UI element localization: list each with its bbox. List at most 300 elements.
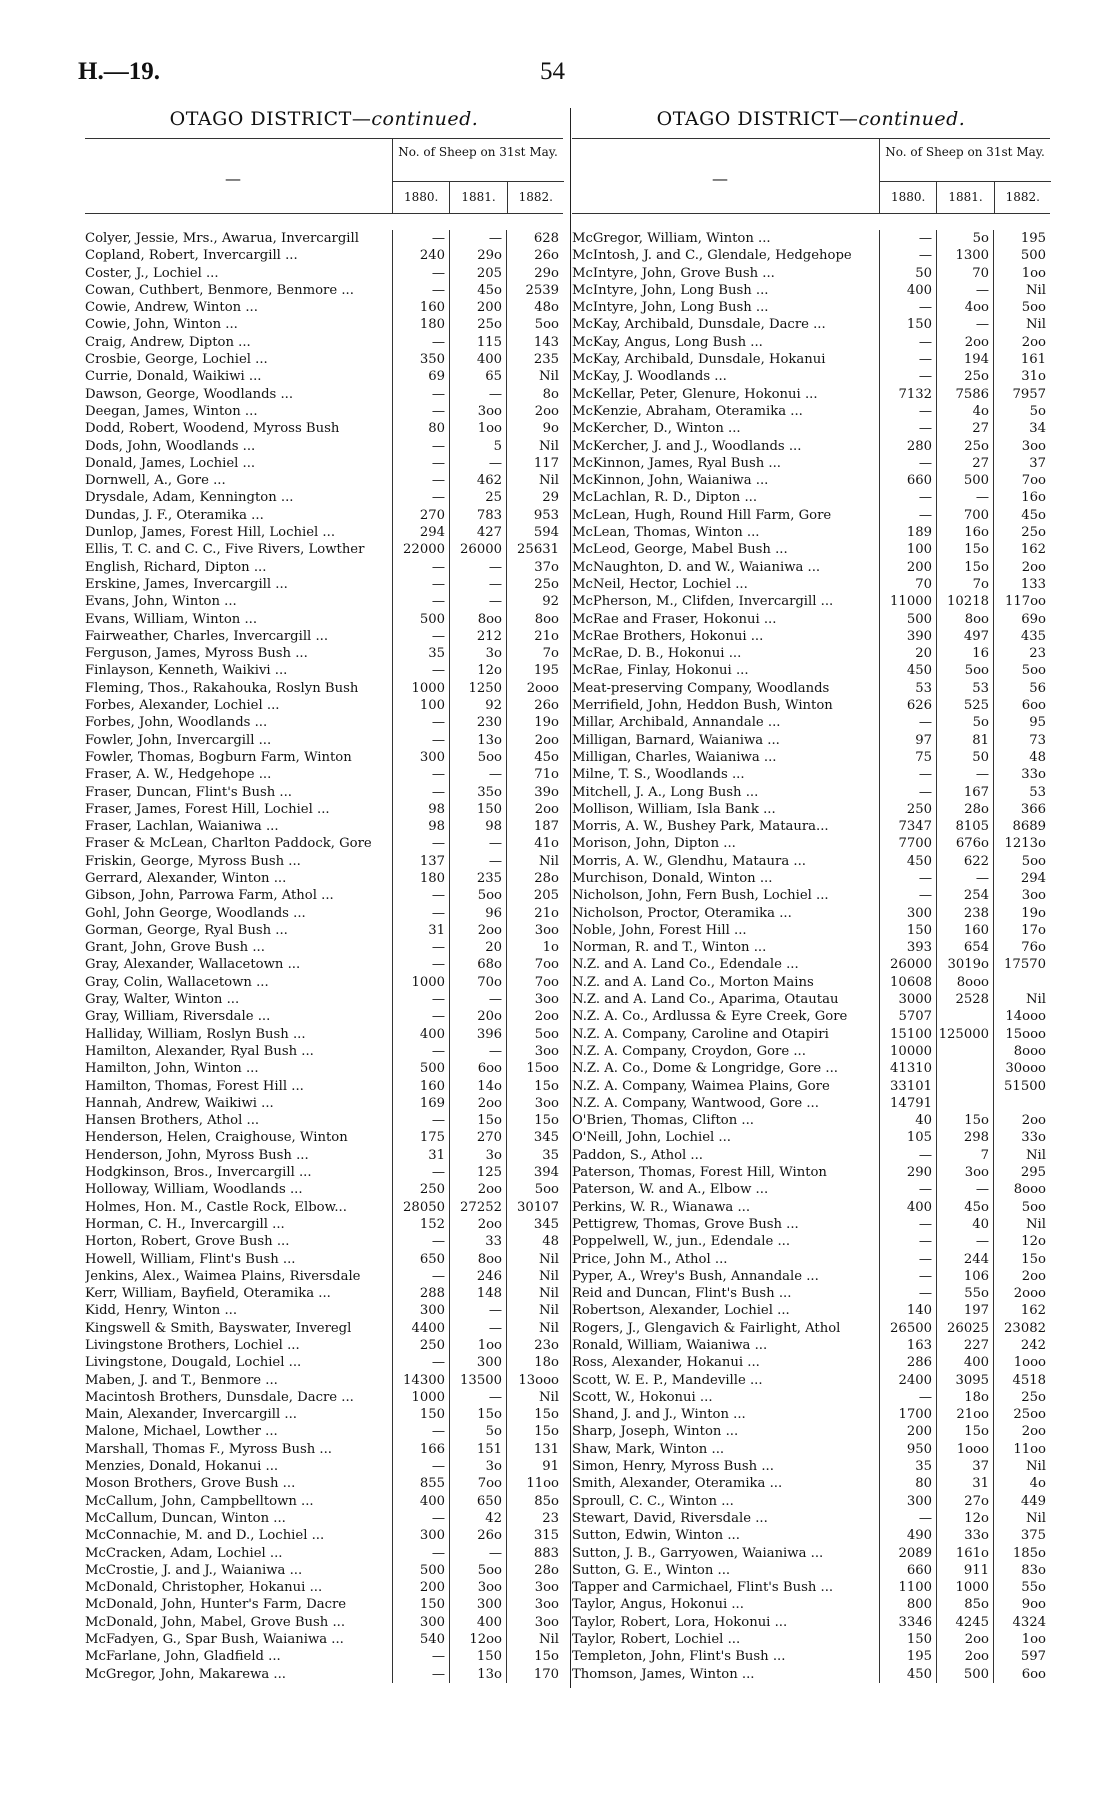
sheep-1880-cell: 450 (879, 1666, 936, 1683)
owner-name-cell: Gerrard, Alexander, Winton ... (85, 870, 287, 886)
sheep-1882-cell (993, 1095, 1050, 1112)
table-row (572, 1251, 1050, 1268)
sheep-1881-cell: — (936, 282, 993, 299)
sheep-1882-cell: 18o (506, 1354, 563, 1371)
owner-name-cell: Dunlop, James, Forest Hill, Lochiel ... (85, 525, 336, 541)
table-row (85, 1423, 563, 1440)
sheep-1882-cell: Nil (993, 316, 1050, 333)
sheep-1882-cell: 2oo (993, 559, 1050, 576)
sheep-1882-cell: 185o (993, 1545, 1050, 1562)
table-row (572, 645, 1050, 662)
sheep-1881-cell: 81 (936, 732, 993, 749)
sheep-1881-cell: 427 (449, 524, 506, 541)
sheep-1882-cell: 5oo (506, 1181, 563, 1198)
table-row (572, 1233, 1050, 1250)
table-row (572, 1666, 1050, 1683)
table-row (85, 905, 563, 922)
table-row (85, 1510, 563, 1527)
sheep-1882-cell: 9oo (993, 1596, 1050, 1613)
table-row (85, 420, 563, 437)
sheep-1882-cell: 4518 (993, 1372, 1050, 1389)
sheep-1882-cell: 25o (506, 576, 563, 593)
table-row (85, 489, 563, 506)
sheep-1881-cell: 70o (449, 974, 506, 991)
owner-name-cell: Horton, Robert, Grove Bush ... (85, 1234, 290, 1250)
owner-name-cell: Drysdale, Adam, Kennington ... (85, 490, 294, 506)
sheep-1881-cell: 18o (936, 1389, 993, 1406)
owner-name-cell: Erskine, James, Invercargill ... (85, 576, 288, 592)
sheep-1880-cell: 500 (392, 611, 449, 628)
sheep-1882-cell: 28o (506, 870, 563, 887)
sheep-1882-cell: Nil (993, 1458, 1050, 1475)
owner-name-cell: Gorman, George, Ryal Bush ... (85, 922, 288, 938)
owner-name-cell: Pyper, A., Wrey's Bush, Annandale ... (572, 1268, 819, 1284)
owner-name-cell: Holloway, William, Woodlands ... (85, 1182, 303, 1198)
owner-name-cell: Robertson, Alexander, Lochiel ... (572, 1303, 790, 1319)
owner-name-cell: Dundas, J. F., Oteramika ... (85, 507, 264, 523)
sheep-1880-cell: — (879, 714, 936, 731)
table-row (85, 1389, 563, 1406)
sheep-1882-cell: Nil (506, 1251, 563, 1268)
sheep-1880-cell: 286 (879, 1354, 936, 1371)
sheep-1882-cell: Nil (993, 991, 1050, 1008)
sheep-1882-cell: 56 (993, 680, 1050, 697)
sheep-1880-cell: — (879, 351, 936, 368)
sheep-1880-cell: — (392, 1268, 449, 1285)
sheep-1881-cell: — (936, 489, 993, 506)
sheep-1882-cell: 55o (993, 1579, 1050, 1596)
owner-name-cell: Gray, Alexander, Wallacetown ... (85, 957, 301, 973)
table-row (572, 316, 1050, 333)
owner-name-cell: Copland, Robert, Invercargill ... (85, 248, 298, 264)
sheep-1882-cell: 8689 (993, 818, 1050, 835)
sheep-1882-cell: 162 (993, 1302, 1050, 1319)
table-row (85, 1648, 563, 1665)
sheep-1882-cell: 1oo (993, 1631, 1050, 1648)
sheep-1881-cell: 13o (449, 1666, 506, 1683)
owner-name-cell: McFarlane, John, Gladfield ... (85, 1649, 281, 1665)
sheep-1880-cell: 140 (879, 1302, 936, 1319)
sheep-1881-cell: 2oo (449, 1216, 506, 1233)
owner-name-cell: Milne, T. S., Woodlands ... (572, 767, 745, 783)
table-row (85, 887, 563, 904)
sheep-1880-cell: 53 (879, 680, 936, 697)
owner-name-cell: McIntosh, J. and C., Glendale, Hedgehope (572, 248, 852, 264)
sheep-1881-cell: 3o (449, 645, 506, 662)
owner-name-cell: McNaughton, D. and W., Waianiwa ... (572, 559, 821, 575)
sheep-1882-cell: 30ooo (993, 1060, 1050, 1077)
sheep-1880-cell: 7700 (879, 835, 936, 852)
sheep-1882-cell: 205 (506, 887, 563, 904)
sheep-1881-cell: 13500 (449, 1372, 506, 1389)
table-row (572, 1441, 1050, 1458)
sheep-1881-cell: 8oo (449, 611, 506, 628)
sheep-1881-cell: 194 (936, 351, 993, 368)
sheep-1880-cell: 175 (392, 1129, 449, 1146)
table-row (85, 1285, 563, 1302)
sheep-1882-cell: Nil (506, 1389, 563, 1406)
sheep-1882-cell: 9o (506, 420, 563, 437)
sheep-1881-cell: — (449, 559, 506, 576)
sheep-1881-cell: 396 (449, 1026, 506, 1043)
table-row (85, 1129, 563, 1146)
sheep-1882-cell: 5oo (506, 316, 563, 333)
sheep-1882-cell: 242 (993, 1337, 1050, 1354)
sheep-1882-cell: 69o (993, 611, 1050, 628)
owner-name-cell: Paterson, W. and A., Elbow ... (572, 1182, 769, 1198)
owner-name-cell: Hamilton, John, Winton ... (85, 1061, 259, 1077)
table-row (85, 680, 563, 697)
document-code: H.—19. (78, 58, 160, 85)
sheep-1881-cell: 96 (449, 905, 506, 922)
sheep-1881-cell: 68o (449, 956, 506, 973)
sheep-1882-cell: 33o (993, 766, 1050, 783)
sheep-1882-cell: 48 (506, 1233, 563, 1250)
sheep-1881-cell (936, 1008, 993, 1025)
sheep-1882-cell: 95 (993, 714, 1050, 731)
owner-name-cell: O'Brien, Thomas, Clifton ... (572, 1113, 754, 1129)
sheep-1882-cell: 3oo (506, 991, 563, 1008)
owner-name-cell: Templeton, John, Flint's Bush ... (572, 1649, 786, 1665)
table-row (572, 714, 1050, 731)
sheep-1882-cell: 7o (506, 645, 563, 662)
table-row (85, 1060, 563, 1077)
sheep-1881-cell: 26000 (449, 541, 506, 558)
sheep-1880-cell: — (879, 489, 936, 506)
sheep-1880-cell: 169 (392, 1095, 449, 1112)
table-row (572, 559, 1050, 576)
sheep-1881-cell: 28o (936, 801, 993, 818)
right-column-title: OTAGO DISTRICT—continued. (656, 108, 966, 130)
sheep-1882-cell: 73 (993, 732, 1050, 749)
sheep-1881-cell: 150 (449, 801, 506, 818)
sheep-1880-cell: 14791 (879, 1095, 936, 1112)
table-row (85, 1164, 563, 1181)
table-row (572, 489, 1050, 506)
owner-name-cell: N.Z. A. Company, Wantwood, Gore ... (572, 1095, 819, 1111)
sheep-1881-cell: 4o (936, 403, 993, 420)
sheep-1882-cell: 8oo (506, 611, 563, 628)
sheep-1881-cell: 300 (449, 1354, 506, 1371)
owner-name-cell: N.Z. A. Company, Waimea Plains, Gore (572, 1078, 830, 1094)
owner-name-cell: Milligan, Barnard, Waianiwa ... (572, 732, 780, 748)
table-row (85, 974, 563, 991)
sheep-1881-cell: 33o (936, 1527, 993, 1544)
table-row (85, 403, 563, 420)
sheep-1881-cell: — (449, 766, 506, 783)
table-row (572, 472, 1050, 489)
owner-name-cell: McPherson, M., Clifden, Invercargill ... (572, 594, 834, 610)
table-row (572, 1510, 1050, 1527)
sheep-1880-cell: 3000 (879, 991, 936, 1008)
sheep-1881-cell: 622 (936, 853, 993, 870)
sheep-1880-cell: 80 (392, 420, 449, 437)
sheep-1882-cell: 345 (506, 1216, 563, 1233)
owner-name-cell: Scott, W. E. P., Mandeville ... (572, 1372, 763, 1388)
owner-name-cell: Dornwell, A., Gore ... (85, 473, 226, 489)
sheep-1881-cell: 70 (936, 265, 993, 282)
sheep-1881-cell: 246 (449, 1268, 506, 1285)
table-row (85, 697, 563, 714)
table-row (572, 680, 1050, 697)
sheep-1880-cell: — (392, 939, 449, 956)
owner-name-cell: McKay, Archibald, Dunsdale, Hokanui (572, 352, 826, 368)
sheep-1880-cell: 390 (879, 628, 936, 645)
sheep-1881-cell: 783 (449, 507, 506, 524)
table-row (572, 265, 1050, 282)
owner-name-cell: McCracken, Adam, Lochiel ... (85, 1545, 283, 1561)
table-row (85, 870, 563, 887)
sheep-1882-cell: 25o (993, 524, 1050, 541)
owner-name-cell: Henderson, Helen, Craighouse, Winton (85, 1130, 348, 1146)
owner-name-cell: Fraser, James, Forest Hill, Lochiel ... (85, 801, 330, 817)
owner-name-cell: Cowie, John, Winton ... (85, 317, 238, 333)
sheep-1881-cell: 212 (449, 628, 506, 645)
sheep-1881-cell: 1300 (936, 247, 993, 264)
sheep-1881-cell: 45o (449, 282, 506, 299)
table-row (85, 1493, 563, 1510)
sheep-1880-cell: — (879, 1510, 936, 1527)
owner-name-cell: Hannah, Andrew, Waikiwi ... (85, 1095, 274, 1111)
table-row (572, 420, 1050, 437)
sheep-1880-cell: 100 (879, 541, 936, 558)
owner-name-cell: Livingstone Brothers, Lochiel ... (85, 1338, 300, 1353)
sheep-1881-cell: 5oo (936, 662, 993, 679)
owner-name-cell: Hamilton, Thomas, Forest Hill ... (85, 1078, 304, 1094)
sheep-1880-cell: — (879, 1147, 936, 1164)
sheep-count-group-header: No. of Sheep on 31st May. (392, 139, 563, 181)
sheep-1882-cell: 53 (993, 784, 1050, 801)
owner-name-cell: McCrostie, J. and J., Waianiwa ... (85, 1562, 303, 1578)
sheep-1880-cell: 1000 (392, 680, 449, 697)
owner-name-cell: Mitchell, J. A., Long Bush ... (572, 784, 759, 800)
sheep-1880-cell: 98 (392, 818, 449, 835)
sheep-1880-cell: 800 (879, 1596, 936, 1613)
table-row (572, 697, 1050, 714)
sheep-1880-cell: — (879, 455, 936, 472)
sheep-1881-cell: 650 (449, 1493, 506, 1510)
sheep-1882-cell: 315 (506, 1527, 563, 1544)
table-row (572, 455, 1050, 472)
sheep-1880-cell: 4400 (392, 1320, 449, 1337)
table-row (572, 749, 1050, 766)
sheep-1882-cell: 7oo (506, 956, 563, 973)
sheep-1882-cell: 161 (993, 351, 1050, 368)
table-row (572, 905, 1050, 922)
sheep-1880-cell: — (392, 766, 449, 783)
table-row (572, 1354, 1050, 1371)
sheep-1882-cell: 5oo (993, 1199, 1050, 1216)
sheep-1880-cell: — (879, 507, 936, 524)
table-row (572, 1406, 1050, 1423)
owner-name-cell: McRae and Fraser, Hokonui ... (572, 611, 777, 627)
sheep-1882-cell: 17o (993, 922, 1050, 939)
sheep-1882-cell: 37o (506, 559, 563, 576)
owner-name-cell: Grant, John, Grove Bush ... (85, 940, 265, 956)
sheep-1881-cell (936, 1060, 993, 1077)
owner-name-cell: Henderson, John, Myross Bush ... (85, 1147, 309, 1163)
sheep-1881-cell: 2oo (449, 1181, 506, 1198)
sheep-1882-cell: 449 (993, 1493, 1050, 1510)
sheep-1880-cell: — (392, 905, 449, 922)
table-row (85, 524, 563, 541)
sheep-1880-cell: 5707 (879, 1008, 936, 1025)
sheep-1880-cell: — (392, 334, 449, 351)
sheep-1881-cell: 400 (449, 1614, 506, 1631)
sheep-1880-cell: 240 (392, 247, 449, 264)
sheep-1882-cell: 85o (506, 1493, 563, 1510)
sheep-1880-cell: 393 (879, 939, 936, 956)
table-row (85, 386, 563, 403)
sheep-1881-cell: — (449, 853, 506, 870)
table-row (572, 974, 1050, 991)
sheep-1881-cell: 125000 (936, 1026, 993, 1043)
sheep-1880-cell: — (392, 489, 449, 506)
table-row (85, 991, 563, 1008)
owner-name-cell: McIntyre, John, Long Bush ... (572, 300, 769, 316)
sheep-1881-cell: 115 (449, 334, 506, 351)
sheep-1882-cell: 21o (506, 628, 563, 645)
owner-name-cell: Marshall, Thomas F., Myross Bush ... (85, 1441, 332, 1457)
owner-name-cell: Donald, James, Lochiel ... (85, 455, 256, 471)
table-row (572, 403, 1050, 420)
owner-name-cell: McKay, Angus, Long Bush ... (572, 334, 763, 350)
sheep-1880-cell: 294 (392, 524, 449, 541)
table-row (572, 835, 1050, 852)
table-row (85, 1406, 563, 1423)
owner-name-cell: Crosbie, George, Lochiel ... (85, 352, 268, 368)
table-row (85, 939, 563, 956)
sheep-1882-cell: 21o (506, 905, 563, 922)
owner-name-cell: McKinnon, John, Waianiwa ... (572, 473, 769, 489)
owner-name-cell: Stewart, David, Riversdale ... (572, 1510, 768, 1526)
right-table-header (572, 138, 1050, 214)
table-row (572, 1216, 1050, 1233)
table-row (572, 991, 1050, 1008)
owner-name-cell: Perkins, W. R., Wianawa ... (572, 1199, 751, 1215)
table-row (572, 801, 1050, 818)
sheep-1881-cell: 26025 (936, 1320, 993, 1337)
table-row (85, 541, 563, 558)
sheep-1881-cell: 8oo (936, 611, 993, 628)
table-row (85, 472, 563, 489)
sheep-1880-cell: — (392, 230, 449, 247)
sheep-1880-cell: 97 (879, 732, 936, 749)
table-row (85, 230, 563, 247)
sheep-1881-cell: 27o (936, 1493, 993, 1510)
sheep-1881-cell: 16o (936, 524, 993, 541)
table-row (85, 956, 563, 973)
year-header-1881: 1881. (937, 182, 994, 214)
table-row (572, 438, 1050, 455)
sheep-1881-cell: 14o (449, 1078, 506, 1095)
sheep-1882-cell: 235 (506, 351, 563, 368)
table-row (572, 1596, 1050, 1613)
sheep-1881-cell: 235 (449, 870, 506, 887)
owner-name-cell: N.Z. A. Company, Croydon, Gore ... (572, 1043, 806, 1059)
sheep-1881-cell: — (449, 230, 506, 247)
sheep-1881-cell (936, 1043, 993, 1060)
sheep-1882-cell: 7oo (993, 472, 1050, 489)
sheep-1882-cell: 6oo (993, 1666, 1050, 1683)
sheep-1880-cell: — (392, 265, 449, 282)
owner-name-cell: Shand, J. and J., Winton ... (572, 1407, 746, 1423)
sheep-1882-cell: Nil (506, 472, 563, 489)
sheep-1880-cell: — (392, 282, 449, 299)
owner-name-cell: Dawson, George, Woodlands ... (85, 386, 294, 402)
sheep-1882-cell: 15o (506, 1112, 563, 1129)
sheep-1882-cell: 5oo (993, 853, 1050, 870)
sheep-1880-cell: 626 (879, 697, 936, 714)
sheep-1882-cell: 1oo (993, 265, 1050, 282)
sheep-1882-cell: 2oo (506, 801, 563, 818)
sheep-1881-cell: 15o (936, 1112, 993, 1129)
sheep-1880-cell: — (392, 1008, 449, 1025)
sheep-1880-cell: 26500 (879, 1320, 936, 1337)
sheep-1882-cell: 500 (993, 247, 1050, 264)
table-row (572, 1078, 1050, 1095)
sheep-1882-cell: 8o (506, 386, 563, 403)
sheep-1881-cell: 7586 (936, 386, 993, 403)
sheep-1880-cell: 50 (879, 265, 936, 282)
sheep-1882-cell: 76o (993, 939, 1050, 956)
owner-name-cell: McKercher, J. and J., Woodlands ... (572, 438, 802, 454)
sheep-1882-cell: 1ooo (993, 1354, 1050, 1371)
sheep-1882-cell: 117oo (993, 593, 1050, 610)
owner-name-cell: Colyer, Jessie, Mrs., Awarua, Invercargill (85, 231, 359, 246)
owner-name-cell: Morris, A. W., Glendhu, Mataura ... (572, 853, 806, 869)
table-row (85, 1579, 563, 1596)
sheep-1881-cell: 3oo (449, 403, 506, 420)
sheep-1881-cell: 21oo (936, 1406, 993, 1423)
sheep-1880-cell: 500 (392, 1562, 449, 1579)
table-row (572, 351, 1050, 368)
sheep-1880-cell: — (392, 559, 449, 576)
owner-name-cell: Rogers, J., Glengavich & Fairlight, Athol (572, 1320, 841, 1336)
sheep-1881-cell: 20o (449, 1008, 506, 1025)
table-row (572, 766, 1050, 783)
owner-name-cell: McConnachie, M. and D., Lochiel ... (85, 1528, 325, 1544)
sheep-1881-cell: 13o (449, 732, 506, 749)
sheep-1881-cell: 31 (936, 1475, 993, 1492)
owner-name-cell: Morison, John, Dipton ... (572, 836, 736, 852)
sheep-1881-cell: 911 (936, 1562, 993, 1579)
sheep-1882-cell: 2oo (993, 1268, 1050, 1285)
table-row (85, 316, 563, 333)
sheep-1880-cell: — (879, 870, 936, 887)
table-row (85, 368, 563, 385)
table-row (572, 334, 1050, 351)
sheep-1880-cell: — (879, 334, 936, 351)
sheep-1882-cell: 394 (506, 1164, 563, 1181)
sheep-1881-cell: 2oo (936, 334, 993, 351)
sheep-1880-cell: 300 (392, 1527, 449, 1544)
sheep-1882-cell: 11oo (993, 1441, 1050, 1458)
sheep-1880-cell: 80 (879, 1475, 936, 1492)
table-row (85, 1216, 563, 1233)
sheep-1880-cell: 160 (392, 1078, 449, 1095)
sheep-1882-cell: 5oo (993, 299, 1050, 316)
owner-name-cell: Hansen Brothers, Athol ... (85, 1113, 260, 1129)
owner-name-cell: Fleming, Thos., Rakahouka, Roslyn Bush (85, 680, 359, 696)
sheep-1882-cell: 48 (993, 749, 1050, 766)
sheep-1881-cell: 227 (936, 1337, 993, 1354)
owner-name-cell: McKenzie, Abraham, Oteramika ... (572, 403, 803, 419)
table-row (572, 1372, 1050, 1389)
owner-name-cell: Norman, R. and T., Winton ... (572, 940, 767, 956)
owner-name-cell: N.Z. A. Company, Caroline and Otapiri (572, 1026, 829, 1042)
owner-name-cell: Macintosh Brothers, Dunsdale, Dacre ... (85, 1389, 354, 1405)
